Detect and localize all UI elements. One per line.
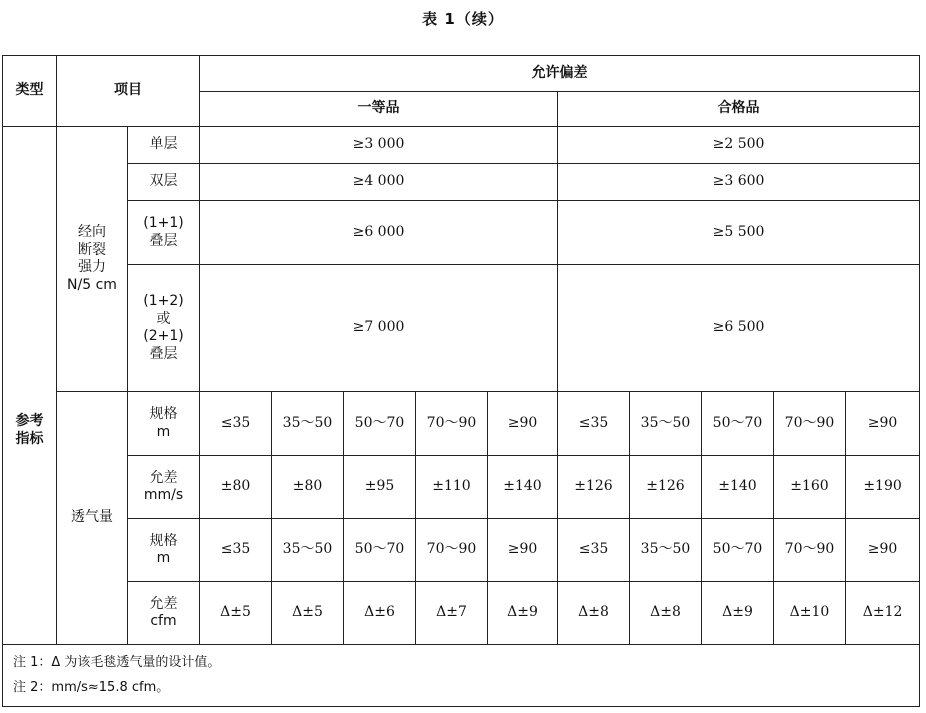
air-row-label [128, 582, 200, 645]
air-value-cell: ±110 [416, 456, 488, 519]
air-value-cell: ≤35 [200, 519, 272, 582]
grade1-value: ≥7 000 [200, 265, 558, 392]
table-row [3, 201, 920, 265]
grade2-value: ≥3 600 [558, 164, 920, 201]
air-row-label-line: 规格 [149, 406, 178, 422]
air-row-label-line: 规格 [149, 532, 178, 549]
table-row [3, 164, 920, 201]
table-row [3, 645, 920, 707]
note-line: 注 1：Δ 为该毛毯透气量的设计值。 [13, 655, 221, 670]
air-value-cell: ±126 [558, 456, 630, 519]
air-value-cell: ±80 [272, 456, 344, 519]
air-value-cell: 70～90 [416, 519, 488, 582]
header-tolerance: 允许偏差 [200, 56, 920, 92]
air-value-cell: ≤35 [558, 392, 630, 456]
layer-label-line: (1+1) [143, 215, 184, 231]
layer-label [128, 127, 200, 164]
air-row-label-line: m [156, 423, 171, 440]
air-value-cell: ≤35 [200, 392, 272, 456]
air-row-label-line: m [156, 550, 171, 566]
grade2-value: ≥6 500 [558, 265, 920, 392]
air-value-cell: ≥90 [846, 392, 920, 456]
air-value-cell: Δ±7 [416, 582, 488, 645]
air-value-cell: 70～90 [416, 392, 488, 456]
table-row [3, 519, 920, 582]
air-value-cell: ±80 [200, 456, 272, 519]
warp-strength-label-line: N/5 cm [67, 276, 117, 293]
layer-label-line: 双层 [149, 173, 178, 190]
header-item: 项目 [57, 56, 200, 127]
air-value-cell: ±140 [702, 456, 774, 519]
warp-strength-label-line: 断裂 [78, 241, 106, 258]
table-row [3, 582, 920, 645]
air-value-cell: ≥90 [488, 392, 558, 456]
air-row-label-line: cfm [150, 613, 177, 629]
air-row-label [128, 392, 200, 456]
layer-label-line: (1+2) [143, 293, 184, 309]
category-label [3, 127, 57, 645]
header-grade1: 一等品 [200, 92, 558, 127]
warp-strength-label-line: 强力 [78, 259, 106, 275]
air-row-label-line: 允差 [149, 469, 178, 486]
air-row-label [128, 456, 200, 519]
air-row-label-line: mm/s [143, 487, 184, 503]
layer-label-line: 叠层 [149, 232, 178, 249]
air-value-cell: ≥90 [488, 519, 558, 582]
air-value-cell: 70～90 [774, 392, 846, 456]
grade2-value: ≥5 500 [558, 201, 920, 265]
air-value-cell: 70～90 [774, 519, 846, 582]
table-row [3, 456, 920, 519]
air-value-cell: Δ±5 [200, 582, 272, 645]
header-type: 类型 [3, 56, 57, 127]
air-value-cell: Δ±12 [846, 582, 920, 645]
table-row [3, 56, 920, 92]
grade1-value: ≥4 000 [200, 164, 558, 201]
air-value-cell: ±140 [488, 456, 558, 519]
air-value-cell: ≤35 [558, 519, 630, 582]
note-line: 注 2：mm/s≈15.8 cfm。 [13, 679, 170, 695]
air-permeability-label: 透气量 [57, 392, 128, 645]
header-grade2: 合格品 [558, 92, 920, 127]
layer-label-line: 叠层 [149, 345, 178, 362]
grade2-value: ≥2 500 [558, 127, 920, 164]
table-row [3, 265, 920, 392]
air-value-cell: ±160 [774, 456, 846, 519]
air-value-cell: ±126 [630, 456, 702, 519]
grade1-value: ≥6 000 [200, 201, 558, 265]
air-value-cell: Δ±10 [774, 582, 846, 645]
layer-label-line: 单层 [149, 136, 178, 153]
air-value-cell: Δ±8 [558, 582, 630, 645]
air-value-cell: 50～70 [702, 392, 774, 456]
air-value-cell: 35～50 [630, 392, 702, 456]
air-value-cell: 35～50 [272, 392, 344, 456]
air-value-cell: Δ±9 [702, 582, 774, 645]
air-value-cell: 35～50 [272, 519, 344, 582]
air-value-cell: Δ±8 [630, 582, 702, 645]
air-value-cell: ±95 [344, 456, 416, 519]
table-row [3, 127, 920, 164]
air-value-cell: ≥90 [846, 519, 920, 582]
layer-label [128, 164, 200, 201]
air-value-cell: Δ±6 [344, 582, 416, 645]
air-value-cell: 50～70 [344, 392, 416, 456]
air-value-cell: Δ±9 [488, 582, 558, 645]
table-row [3, 392, 920, 456]
layer-label [128, 265, 200, 392]
warp-strength-label-line: 经向 [78, 224, 106, 240]
layer-label [128, 201, 200, 265]
air-row-label-line: 允差 [149, 595, 178, 612]
air-row-label [128, 519, 200, 582]
category-label-text: 参考指标 [15, 413, 44, 447]
layer-label-line: 或 [156, 310, 171, 327]
tolerance-table [2, 55, 920, 707]
notes-cell [3, 645, 920, 707]
air-value-cell: ±190 [846, 456, 920, 519]
warp-strength-label [57, 127, 128, 392]
layer-label-line: (2+1) [143, 328, 184, 344]
air-value-cell: 50～70 [702, 519, 774, 582]
grade1-value: ≥3 000 [200, 127, 558, 164]
air-value-cell: Δ±5 [272, 582, 344, 645]
air-value-cell: 50～70 [344, 519, 416, 582]
table-title: 表 1（续） [422, 10, 504, 28]
air-value-cell: 35～50 [630, 519, 702, 582]
